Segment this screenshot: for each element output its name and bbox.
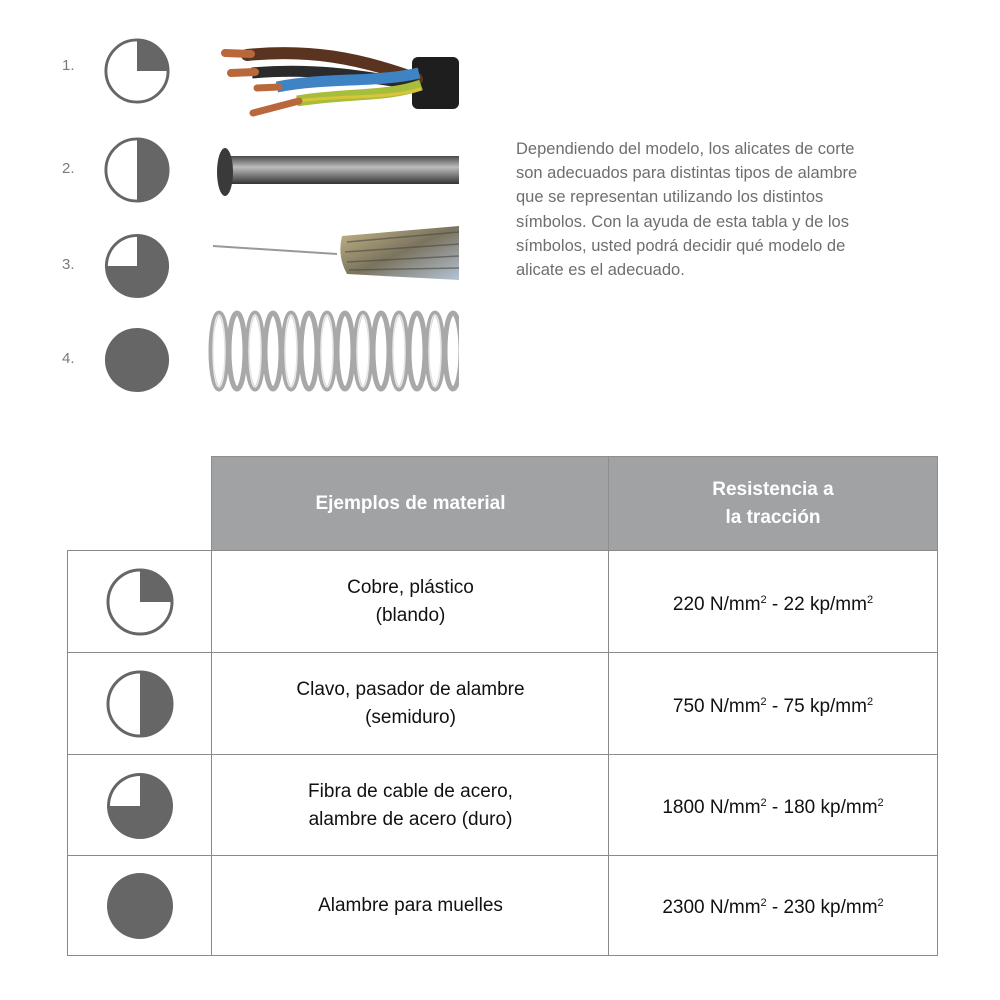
- legend-number: 1.: [62, 57, 75, 74]
- table-row-1-resistance: 220 $N/mm^2 - 22$ $kp/mm^2$: [608, 550, 938, 654]
- legend-number: 4.: [62, 350, 75, 367]
- half-filled-circle-icon: [103, 136, 171, 204]
- three-quarter-filled-circle-icon: [103, 232, 171, 300]
- table-row-3-material: Fibra de cable de acero, alambre de acero (duro): [211, 754, 610, 857]
- header-material: Ejemplos de material: [211, 456, 610, 551]
- legend-row-3: [0, 232, 480, 312]
- legend-row-1: [0, 37, 480, 117]
- table-row-2-symbol: [67, 652, 212, 756]
- full-circle-icon: [103, 326, 171, 394]
- quarter-filled-circle-icon: [105, 567, 175, 637]
- table-row-1-material: Cobre, plástico (blando): [211, 550, 610, 654]
- table-row-3-symbol: [67, 754, 212, 857]
- quarter-filled-circle-icon: [103, 37, 171, 105]
- legend-number: 2.: [62, 160, 75, 177]
- nail-photo: [207, 136, 459, 206]
- legend-number: 3.: [62, 256, 75, 273]
- table-row-4-resistance: 2300 $N/mm^2 - 230$ $kp/mm^2$: [608, 855, 938, 956]
- table-row-2-material: Clavo, pasador de alambre (semiduro): [211, 652, 610, 756]
- table-row-2-resistance: 750 $N/mm^2 - 75$ $kp/mm^2$: [608, 652, 938, 756]
- half-filled-circle-icon: [105, 669, 175, 739]
- spring-photo: [207, 308, 459, 394]
- table-row-1-symbol: [67, 550, 212, 654]
- legend-row-4: [0, 326, 480, 406]
- legend-row-2: [0, 136, 480, 216]
- electrical-cable-photo: [207, 37, 459, 117]
- table-row-3-resistance: 1800 $N/mm^2 - 180$ $kp/mm^2$: [608, 754, 938, 857]
- full-circle-icon: [105, 871, 175, 941]
- table-row-4-symbol: [67, 855, 212, 956]
- table-row-4-material: Alambre para muelles: [211, 855, 610, 956]
- description-text: Dependiendo del modelo, los alicates de corte son adecuados para distintas tipos de alambre que se representan utilizando los distintos símbolos. Con la ayuda de esta tabla y de los símbolos, usted podrá decidir qué modelo de alicate es el adecuado.: [516, 140, 858, 280]
- steel-wire-rope-photo: [207, 222, 459, 282]
- header-resistance: Resistencia a la tracción: [608, 456, 938, 551]
- three-quarter-filled-circle-icon: [105, 771, 175, 841]
